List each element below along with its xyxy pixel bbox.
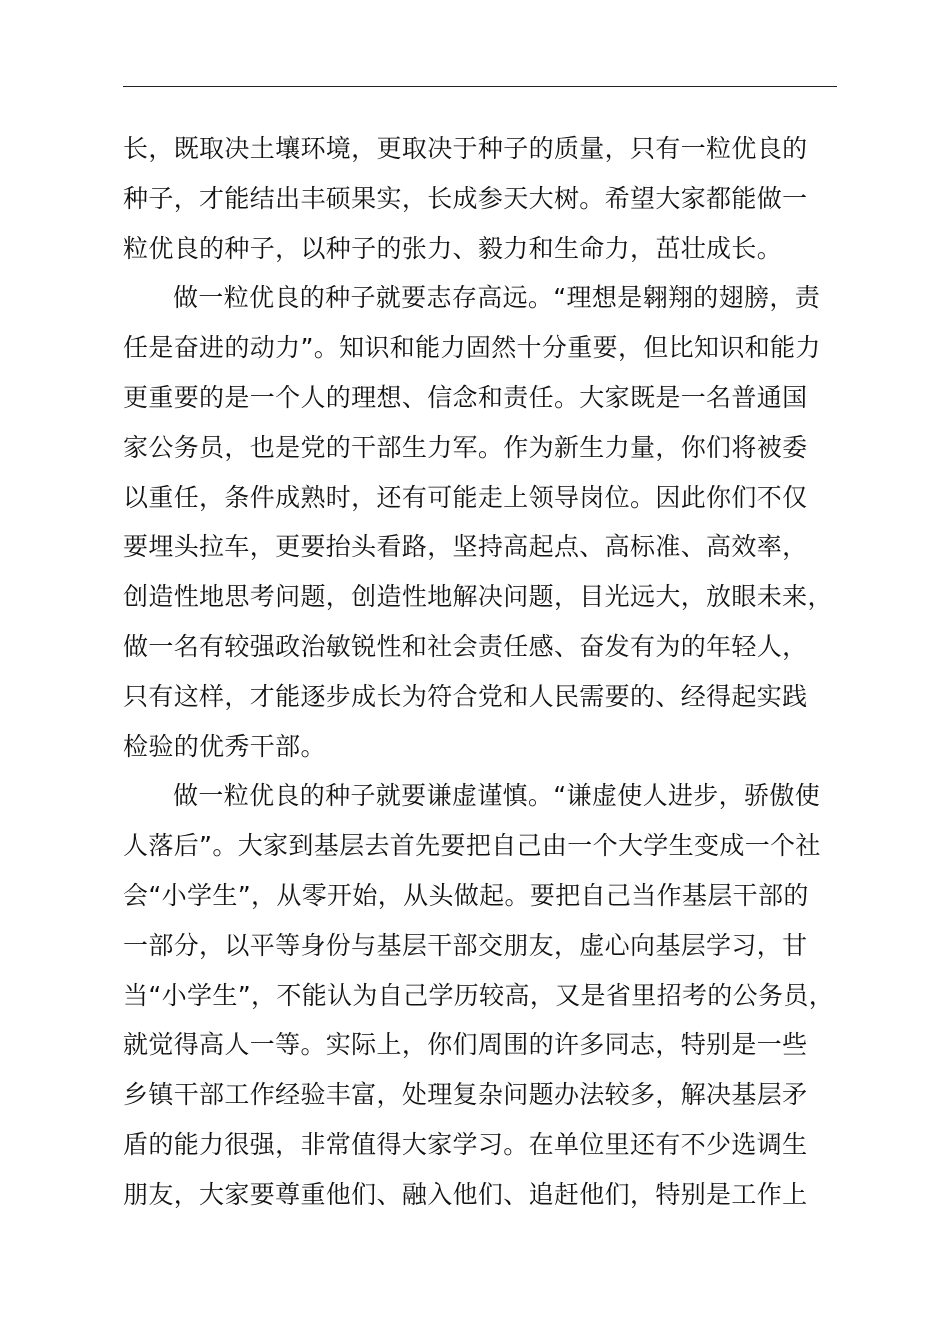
paragraph-1-line-1: 长，既取决土壤环境，更取决于种子的质量，只有一粒优良的 [123, 134, 808, 163]
document-body [123, 124, 883, 1220]
paragraph-2-line-3: 更重要的是一个人的理想、信念和责任。大家既是一名普通国 [123, 382, 808, 412]
paragraph-2-line-10: 检验的优秀干部。 [123, 731, 326, 761]
paragraph-3-line-8: 盾的能力很强，非常值得大家学习。在单位里还有不少选调生 [123, 1129, 808, 1159]
paragraph-2-line-9: 只有这样，才能逐步成长为符合党和人民需要的、经得起实践 [123, 681, 808, 711]
paragraph-3-line-6: 就觉得高人一等。实际上，你们周围的许多同志，特别是一些 [123, 1030, 808, 1060]
paragraph-2-line-1: 做一粒优良的种子就要志存高远。“理想是翱翔的翅膀，责 [173, 283, 821, 313]
header-rule [123, 86, 837, 87]
paragraph-3-line-9: 朋友，大家要尊重他们、融入他们、追赶他们，特别是工作上 [123, 1179, 808, 1209]
paragraph-3-line-2: 人落后”。大家到基层去首先要把自己由一个大学生变成一个社 [123, 831, 821, 861]
paragraph-1-line-2: 种子，才能结出丰硕果实，长成参天大树。希望大家都能做一 [123, 183, 808, 213]
paragraph-3-line-5: 当“小学生”，不能认为自己学历较高，又是省里招考的公务员， [123, 980, 835, 1010]
paragraph-2-line-8: 做一名有较强政治敏锐性和社会责任感、奋发有为的年轻人， [123, 631, 808, 661]
paragraph-1-line-3: 粒优良的种子，以种子的张力、毅力和生命力，茁壮成长。 [123, 233, 783, 263]
paragraph-3-line-3: 会“小学生”，从零开始，从头做起。要把自己当作基层干部的 [123, 880, 809, 910]
paragraph-2-line-6: 要埋头拉车，更要抬头看路，坚持高起点、高标准、高效率， [123, 532, 808, 562]
paragraph-2-line-7: 创造性地思考问题，创造性地解决问题，目光远大，放眼未来， [123, 582, 833, 612]
paragraph-2-line-4: 家公务员，也是党的干部生力军。作为新生力量，你们将被委 [123, 432, 808, 462]
paragraph-3-line-4: 一部分，以平等身份与基层干部交朋友，虚心向基层学习，甘 [123, 930, 808, 960]
paragraph-3-line-1: 做一粒优良的种子就要谦虚谨慎。“谦虚使人进步，骄傲使 [173, 781, 821, 811]
paragraph-3-line-7: 乡镇干部工作经验丰富，处理复杂问题办法较多，解决基层矛 [123, 1080, 808, 1110]
paragraph-2-line-5: 以重任，条件成熟时，还有可能走上领导岗位。因此你们不仅 [123, 482, 808, 512]
paragraph-2-line-2: 任是奋进的动力”。知识和能力固然十分重要，但比知识和能力 [123, 333, 821, 363]
